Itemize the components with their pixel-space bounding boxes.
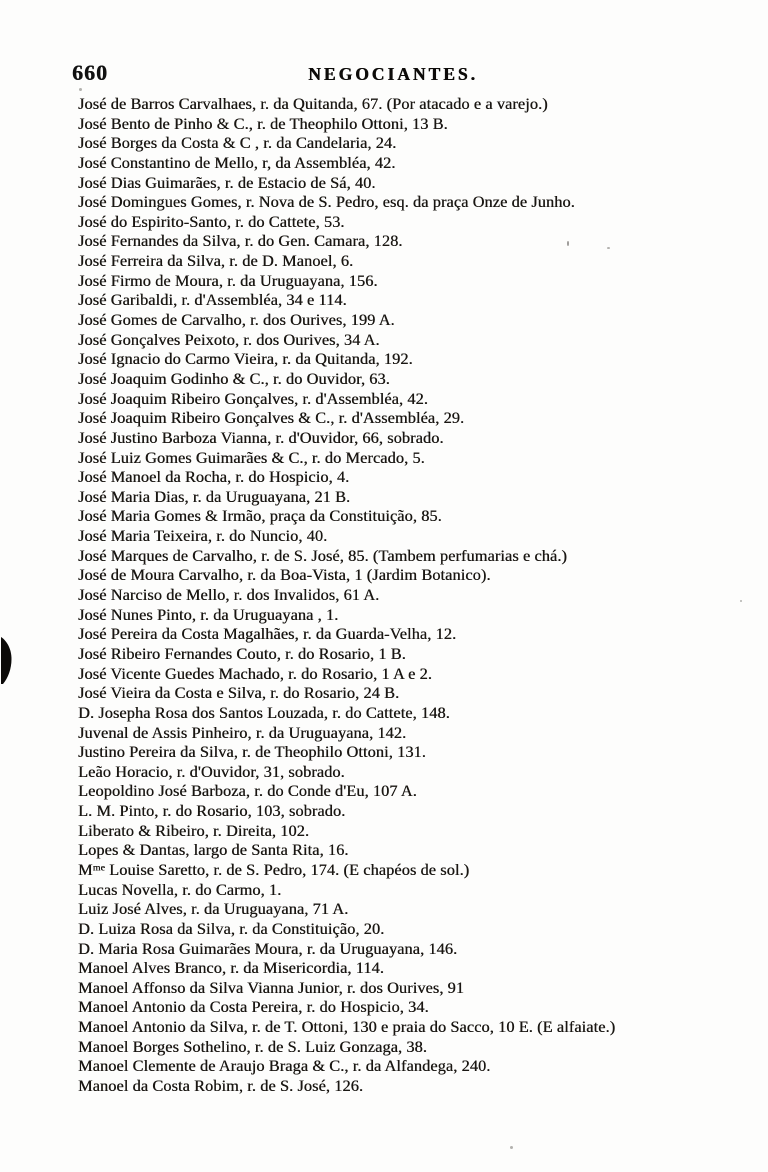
directory-entry: José Borges da Costa & C , r. da Candelaria, 24. (78, 133, 397, 153)
directory-entry: José Ribeiro Fernandes Couto, r. do Rosario, 1 B. (78, 643, 406, 663)
directory-entry: José Constantino de Mello, r, da Assembléa, 42. (78, 152, 396, 172)
directory-entry: José Joaquim Ribeiro Gonçalves & C., r. d'Assembléa, 29. (78, 408, 465, 428)
directory-entry: Manoel Alves Branco, r. da Misericordia, 114. (78, 958, 384, 978)
directory-entry: José Justino Barboza Vianna, r. d'Ouvidor, 66, sobrado. (78, 427, 444, 447)
directory-entry: D. Maria Rosa Guimarães Moura, r. da Uruguayana, 146. (78, 938, 458, 958)
directory-entry: José Gonçalves Peixoto, r. dos Ourives, 34 A. (78, 329, 380, 349)
directory-entry: José Maria Teixeira, r. do Nuncio, 40. (78, 526, 328, 546)
directory-entry: Justino Pereira da Silva, r. de Theophilo Ottoni, 131. (78, 742, 426, 762)
directory-entry: Juvenal de Assis Pinheiro, r. da Uruguayana, 142. (78, 722, 407, 742)
directory-entry: Manoel Affonso da Silva Vianna Junior, r. dos Ourives, 91 (78, 977, 465, 997)
directory-entry: Manoel Antonio da Silva, r. de T. Ottoni, 130 e praia do Sacco, 10 E. (E alfaiate.) (78, 1017, 616, 1037)
scan-speck (740, 600, 742, 602)
directory-entry: D. Josepha Rosa dos Santos Louzada, r. do Cattete, 148. (78, 702, 450, 722)
directory-entry: Manoel Borges Sothelino, r. de S. Luiz Gonzaga, 38. (78, 1036, 427, 1056)
directory-entry: Luiz José Alves, r. da Uruguayana, 71 A. (78, 899, 349, 919)
directory-entry: José Domingues Gomes, r. Nova de S. Pedro, esq. da praça Onze de Junho. (78, 192, 575, 212)
directory-entry: José Vicente Guedes Machado, r. do Rosario, 1 A e 2. (78, 663, 432, 683)
directory-entry: D. Luiza Rosa da Silva, r. da Constituição, 20. (78, 918, 385, 938)
directory-entry: José Pereira da Costa Magalhães, r. da Guarda-Velha, 12. (78, 624, 457, 644)
directory-entry: José Narciso de Mello, r. dos Invalidos, 61 A. (78, 585, 380, 605)
directory-entry: José Dias Guimarães, r. de Estacio de Sá, 40. (78, 172, 376, 192)
directory-entry: José Joaquim Godinho & C., r. do Ouvidor, 63. (78, 368, 390, 388)
directory-entry: José de Moura Carvalho, r. da Boa-Vista, 1 (Jardim Botanico). (78, 565, 491, 585)
directory-entry: José Firmo de Moura, r. da Uruguayana, 156. (78, 270, 378, 290)
scan-speck (607, 247, 610, 249)
directory-entry: José Maria Gomes & Irmão, praça da Constituição, 85. (78, 506, 442, 526)
scan-speck (510, 1146, 513, 1149)
directory-entry: José de Barros Carvalhaes, r. da Quitanda, 67. (Por atacado e a varejo.) (78, 94, 548, 113)
directory-entry: José Manoel da Rocha, r. do Hospicio, 4. (78, 467, 350, 487)
directory-entry: Lopes & Dantas, largo de Santa Rita, 16. (78, 840, 349, 860)
directory-entry: José Gomes de Carvalho, r. dos Ourives, 199 A. (78, 310, 395, 330)
directory-entry: José Garibaldi, r. d'Assembléa, 34 e 114. (78, 290, 347, 310)
directory-entry: José Luiz Gomes Guimarães & C., r. do Mercado, 5. (78, 447, 425, 467)
directory-entry: L. M. Pinto, r. do Rosario, 103, sobrado. (78, 801, 346, 821)
directory-entry: José Marques de Carvalho, r. de S. José, 85. (Tambem perfumarias e chá.) (78, 545, 567, 565)
running-header-title: NEGOCIANTES. (308, 64, 478, 84)
entries-list (78, 94, 768, 1096)
ink-blot (0, 637, 14, 684)
directory-entry: José Ferreira da Silva, r. de D. Manoel, 6. (78, 251, 354, 271)
directory-entry: Leopoldino José Barboza, r. do Conde d'Eu, 107 A. (78, 781, 417, 801)
scan-speck (79, 88, 82, 91)
directory-entry: José Maria Dias, r. da Uruguayana, 21 B. (78, 486, 351, 506)
directory-entry: José Fernandes da Silva, r. do Gen. Camara, 128. (78, 231, 403, 251)
directory-entry: Manoel Clemente de Araujo Braga & C., r. da Alfandega, 240. (78, 1056, 491, 1076)
directory-entry: José Ignacio do Carmo Vieira, r. da Quitanda, 192. (78, 349, 413, 369)
directory-entry: José Joaquim Ribeiro Gonçalves, r. d'Assembléa, 42. (78, 388, 428, 408)
directory-entry: Manoel da Costa Robim, r. de S. José, 126. (78, 1076, 364, 1096)
directory-entry: José Vieira da Costa e Silva, r. do Rosario, 24 B. (78, 683, 400, 703)
directory-entry: José Bento de Pinho & C., r. de Theophilo Ottoni, 13 B. (78, 113, 448, 133)
directory-entry: Lucas Novella, r. do Carmo, 1. (78, 879, 282, 899)
scan-speck (567, 241, 569, 246)
directory-entry: José Nunes Pinto, r. da Uruguayana , 1. (78, 604, 339, 624)
directory-entry: José do Espirito-Santo, r. do Cattete, 53. (78, 211, 345, 231)
directory-entry: Mᵐᵉ Louise Saretto, r. de S. Pedro, 174. (E chapéos de sol.) (78, 859, 470, 879)
directory-entry: Manoel Antonio da Costa Pereira, r. do Hospicio, 34. (78, 997, 429, 1017)
page-number: 660 (72, 60, 108, 85)
directory-entry: Liberato & Ribeiro, r. Direita, 102. (78, 820, 310, 840)
directory-entry: Leão Horacio, r. d'Ouvidor, 31, sobrado. (78, 761, 345, 781)
